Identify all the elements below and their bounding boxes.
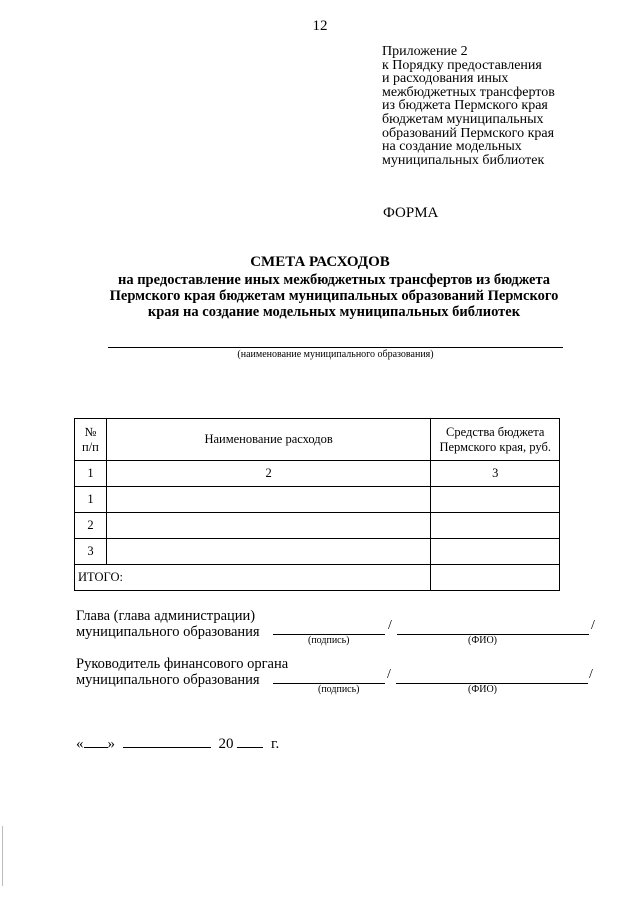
amount-cell[interactable] xyxy=(431,539,560,565)
appendix-line: бюджетам муниципальных xyxy=(382,111,544,127)
head-signature-caption: (подпись) xyxy=(308,635,350,646)
page-number: 12 xyxy=(312,18,328,34)
year-field[interactable] xyxy=(237,734,263,748)
header-budget-line1: Средства бюджета xyxy=(446,424,545,439)
amount-cell[interactable] xyxy=(431,513,560,539)
municipality-caption: (наименование муниципального образования) xyxy=(237,349,434,360)
appendix-line: образований Пермского края xyxy=(382,125,555,141)
appendix-line: межбюджетных трансфертов xyxy=(382,84,555,100)
form-label: ФОРМА xyxy=(383,205,439,221)
municipality-field-line[interactable] xyxy=(108,347,563,348)
header-budget-line2: Пермского края, руб. xyxy=(439,439,551,454)
column-number: 2 xyxy=(106,461,431,487)
head-title xyxy=(76,608,260,640)
header-num xyxy=(75,419,107,461)
expense-name-cell[interactable] xyxy=(106,539,431,565)
appendix-line: Приложение 2 xyxy=(382,44,468,59)
expense-name-cell[interactable] xyxy=(106,513,431,539)
finance-separator-end: / xyxy=(589,667,593,682)
amount-cell[interactable] xyxy=(431,487,560,513)
date-year-suffix: г. xyxy=(271,736,280,752)
appendix-line: муниципальных библиотек xyxy=(382,152,545,168)
table-row xyxy=(75,487,560,513)
finance-title-line2: муниципального образования xyxy=(76,672,260,688)
head-name-caption: (ФИО) xyxy=(468,635,498,646)
header-num-line1: № xyxy=(84,424,97,439)
document-subtitle xyxy=(96,272,572,320)
expense-name-cell[interactable] xyxy=(106,487,431,513)
month-field[interactable] xyxy=(123,734,211,748)
table-header-row xyxy=(75,419,560,461)
header-name: Наименование расходов xyxy=(106,419,431,461)
header-num-line2: п/п xyxy=(82,439,99,454)
head-title-line1: Глава (глава администрации) xyxy=(76,608,256,624)
row-number: 1 xyxy=(75,487,107,513)
head-separator-end: / xyxy=(591,618,595,633)
appendix-line: и расходования иных xyxy=(382,71,509,87)
column-number: 3 xyxy=(431,461,560,487)
appendix-block xyxy=(382,45,622,167)
finance-title-line1: Руководитель финансового органа xyxy=(76,656,289,672)
column-number-row xyxy=(75,461,560,487)
date-row xyxy=(76,734,279,753)
total-row xyxy=(75,565,560,591)
appendix-line: на создание модельных xyxy=(382,139,522,155)
day-field[interactable] xyxy=(84,734,108,748)
subtitle-line: на предоставление иных межбюджетных трансфертов из бюджета xyxy=(117,272,551,288)
expense-table xyxy=(74,418,560,591)
total-amount-cell[interactable] xyxy=(431,565,560,591)
head-separator: / xyxy=(388,618,392,633)
row-number: 2 xyxy=(75,513,107,539)
date-open-quote: « xyxy=(76,736,84,752)
header-budget xyxy=(431,419,560,461)
row-number: 3 xyxy=(75,539,107,565)
finance-signature-caption: (подпись) xyxy=(318,684,360,695)
table-row xyxy=(75,513,560,539)
table-row xyxy=(75,539,560,565)
total-label: ИТОГО: xyxy=(75,565,431,591)
finance-title xyxy=(76,656,288,688)
date-close-quote: » xyxy=(107,736,115,752)
finance-separator: / xyxy=(387,667,391,682)
document-title: СМЕТА РАСХОДОВ xyxy=(250,254,390,270)
appendix-line: к Порядку предоставления xyxy=(382,57,542,73)
subtitle-line: края на создание модельных муниципальных библиотек xyxy=(147,304,521,320)
column-number: 1 xyxy=(75,461,107,487)
date-century: 20 xyxy=(218,736,234,752)
scan-margin-mark xyxy=(2,826,3,886)
head-title-line2: муниципального образования xyxy=(76,624,260,640)
appendix-line: из бюджета Пермского края xyxy=(382,98,548,114)
finance-name-caption: (ФИО) xyxy=(468,684,498,695)
subtitle-line: Пермского края бюджетам муниципальных образований Пермского xyxy=(109,288,559,304)
